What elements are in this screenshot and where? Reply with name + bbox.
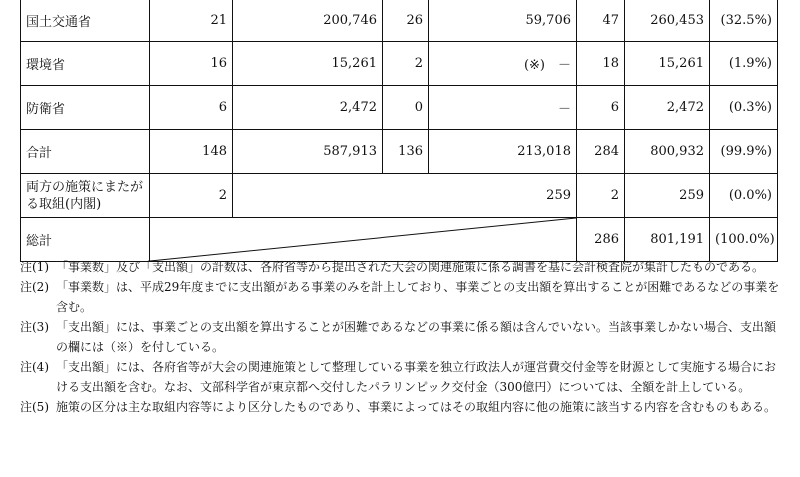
share-percent: (0.3%) [710, 86, 778, 130]
expenditure-total: 259 [625, 174, 710, 218]
note-5 [20, 397, 780, 417]
expenditure-1: 2,472 [233, 86, 383, 130]
ministry-name: 合計 [21, 130, 150, 174]
expenditure-2: 259 [233, 174, 577, 218]
table-row [21, 130, 778, 174]
table-row [21, 42, 778, 86]
table-row [21, 86, 778, 130]
total-label: 総計 [21, 218, 150, 262]
note-text: 「支出額」には、各府省等が大会の関連施策として整理している事業を独立行政法人が運営費交付金等を財源として実施する場合における支出額を含む。なお、文部科学省が東京都へ交付したパラリンピック交付金（300億円）については、全額を計上している。 [56, 360, 777, 394]
expenditure-table [20, 0, 778, 262]
share-percent: (32.5%) [710, 0, 778, 42]
project-count-total: 6 [577, 86, 625, 130]
project-count-total: 286 [577, 218, 625, 262]
expenditure-2: 213,018 [429, 130, 577, 174]
project-count-total: 18 [577, 42, 625, 86]
project-count-2: 136 [383, 130, 429, 174]
project-count-1: 2 [150, 174, 233, 218]
project-count-1: 148 [150, 130, 233, 174]
note-text: 「事業数」及び「支出額」の計数は、各府省等から提出された大会の関連施策に係る調書を基に会計検査院が集計したものである。 [56, 260, 765, 274]
project-count-total: 2 [577, 174, 625, 218]
expenditure-total: 801,191 [625, 218, 710, 262]
project-count-total: 284 [577, 130, 625, 174]
share-percent: (99.9%) [710, 130, 778, 174]
share-percent: (0.0%) [710, 174, 778, 218]
table-row [21, 174, 778, 218]
note-label: 注(5) [20, 400, 49, 414]
note-3 [20, 317, 780, 357]
diagonal-line [150, 218, 576, 261]
project-count-1: 21 [150, 0, 233, 42]
share-percent: (1.9%) [710, 42, 778, 86]
note-label: 注(3) [20, 320, 49, 334]
notes-section [20, 257, 780, 417]
project-count-1: 16 [150, 42, 233, 86]
ministry-name: 両方の施策にまたがる取組(内閣) [21, 174, 150, 218]
expenditure-1: 15,261 [233, 42, 383, 86]
note-text: 「支出額」には、事業ごとの支出額を算出することが困難であるなどの事業に係る額は含んでいない。当該事業しかない場合、支出額の欄には（※）を付している。 [56, 320, 777, 354]
note-label: 注(1) [20, 260, 49, 274]
expenditure-total: 800,932 [625, 130, 710, 174]
expenditure-1: 587,913 [233, 130, 383, 174]
project-count-1: 6 [150, 86, 233, 130]
note-2 [20, 277, 780, 317]
project-count-2: 26 [383, 0, 429, 42]
table-row [21, 0, 778, 42]
note-text: 施策の区分は主な取組内容等により区分したものであり、事業によってはその取組内容に他の施策に該当する内容を含むものもある。 [56, 400, 777, 414]
ministry-name: 防衛省 [21, 86, 150, 130]
total-row [21, 218, 778, 262]
ministry-name: 環境省 [21, 42, 150, 86]
expenditure-total: 2,472 [625, 86, 710, 130]
expenditure-total: 260,453 [625, 0, 710, 42]
note-text: 「事業数」は、平成29年度までに支出額がある事業のみを計上しており、事業ごとの支出額を算出することが困難であるなどの事業を含む。 [56, 280, 780, 314]
expenditure-2: (※) － [429, 42, 577, 86]
project-count-2: 0 [383, 86, 429, 130]
note-label: 注(4) [20, 360, 49, 374]
expenditure-2: 59,706 [429, 0, 577, 42]
note-4 [20, 357, 780, 397]
expenditure-1: 200,746 [233, 0, 383, 42]
share-percent: (100.0%) [710, 218, 778, 262]
note-1 [20, 257, 780, 277]
ministry-name: 国土交通省 [21, 0, 150, 42]
project-count-2: 2 [383, 42, 429, 86]
project-count-total: 47 [577, 0, 625, 42]
note-label: 注(2) [20, 280, 49, 294]
expenditure-total: 15,261 [625, 42, 710, 86]
expenditure-2: － [429, 86, 577, 130]
diagonal-blank-cell [150, 218, 577, 262]
